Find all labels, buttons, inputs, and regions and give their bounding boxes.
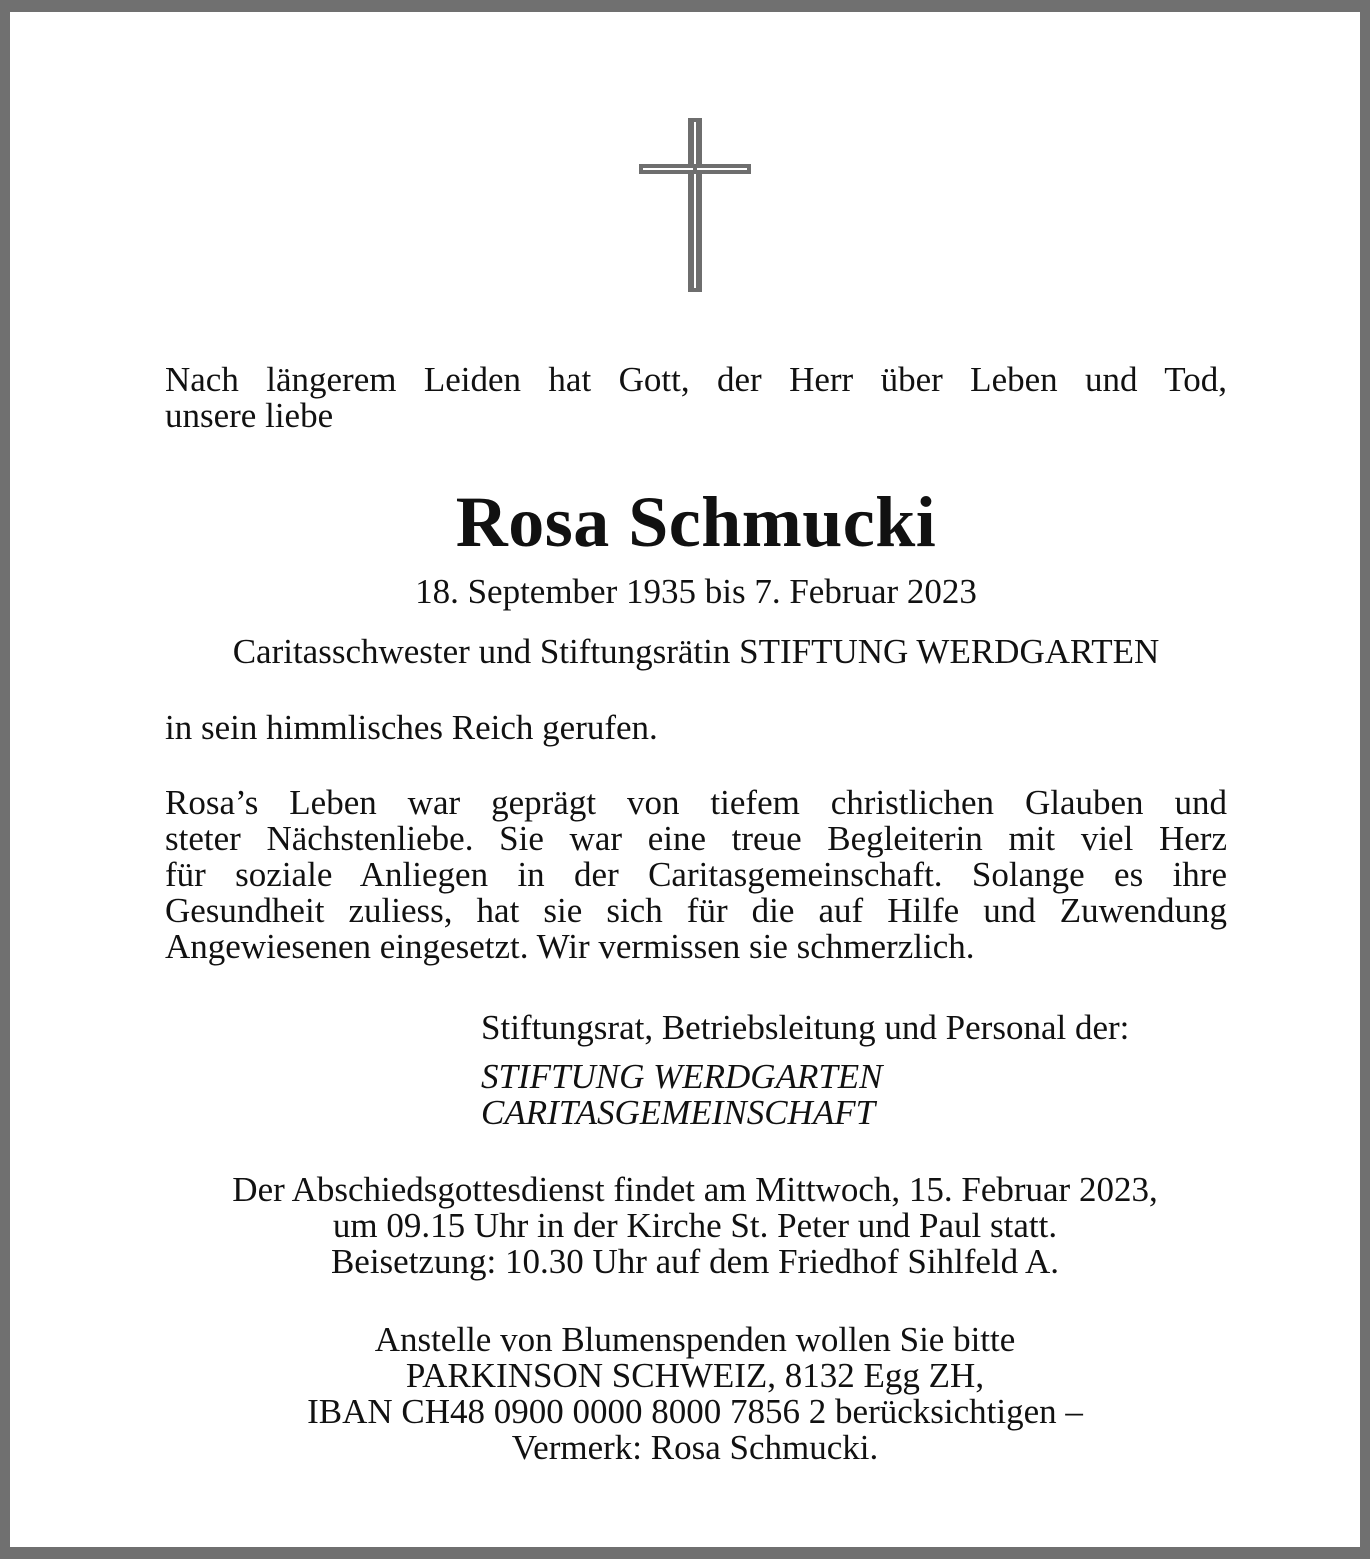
donation-line: PARKINSON SCHWEIZ, 8132 Egg ZH,: [405, 1356, 985, 1395]
intro-line: Nach längerem Leiden hat Gott, der Herr über Leben und Tod,: [165, 360, 1227, 399]
service-line: um 09.15 Uhr in der Kirche St. Peter und Paul statt.: [332, 1206, 1058, 1245]
bio-line: Angewiesenen eingesetzt. Wir vermissen sie schmerzlich.: [165, 927, 975, 966]
donation-line: Anstelle von Blumenspenden wollen Sie bitte: [374, 1320, 1016, 1359]
signer-org: STIFTUNG WERDGARTEN: [481, 1057, 883, 1096]
life-dates: 18. September 1935 bis 7. Februar 2023: [415, 572, 977, 611]
signer-intro: Stiftungsrat, Betriebsleitung und Personal der:: [481, 1008, 1130, 1047]
intro-line: unsere liebe: [165, 396, 334, 435]
bio-line: steter Nächstenliebe. Sie war eine treue Begleiterin mit viel Herz: [165, 819, 1227, 858]
bio-line: Rosa’s Leben war geprägt von tiefem christlichen Glauben und: [165, 783, 1227, 822]
called-text: in sein himmlisches Reich gerufen.: [165, 708, 658, 747]
bio-line: Gesundheit zuliess, hat sie sich für die auf Hilfe und Zuwendung: [165, 891, 1227, 930]
service-line: Beisetzung: 10.30 Uhr auf dem Friedhof Sihlfeld A.: [330, 1242, 1060, 1281]
signer-organizations: [481, 1059, 883, 1131]
bio-line: für soziale Anliegen in der Caritasgemeinschaft. Solange es ihre: [165, 855, 1227, 894]
donation-line: Vermerk: Rosa Schmucki.: [511, 1428, 879, 1467]
deceased-name: Rosa Schmucki: [455, 482, 937, 562]
cross-icon: [639, 118, 751, 292]
donation-line: IBAN CH48 0900 0000 8000 7856 2 berücksichtigen –: [307, 1392, 1083, 1431]
service-details: [130, 1172, 1260, 1280]
service-line: Der Abschiedsgottesdienst findet am Mittwoch, 15. Februar 2023,: [232, 1170, 1158, 1209]
biography: [165, 785, 1227, 965]
signer-org: CARITASGEMEINSCHAFT: [481, 1093, 876, 1132]
donation-request: [130, 1322, 1260, 1466]
intro-text: [165, 362, 1227, 434]
deceased-role: Caritasschwester und Stiftungsrätin STIFTUNG WERDGARTEN: [232, 632, 1160, 671]
